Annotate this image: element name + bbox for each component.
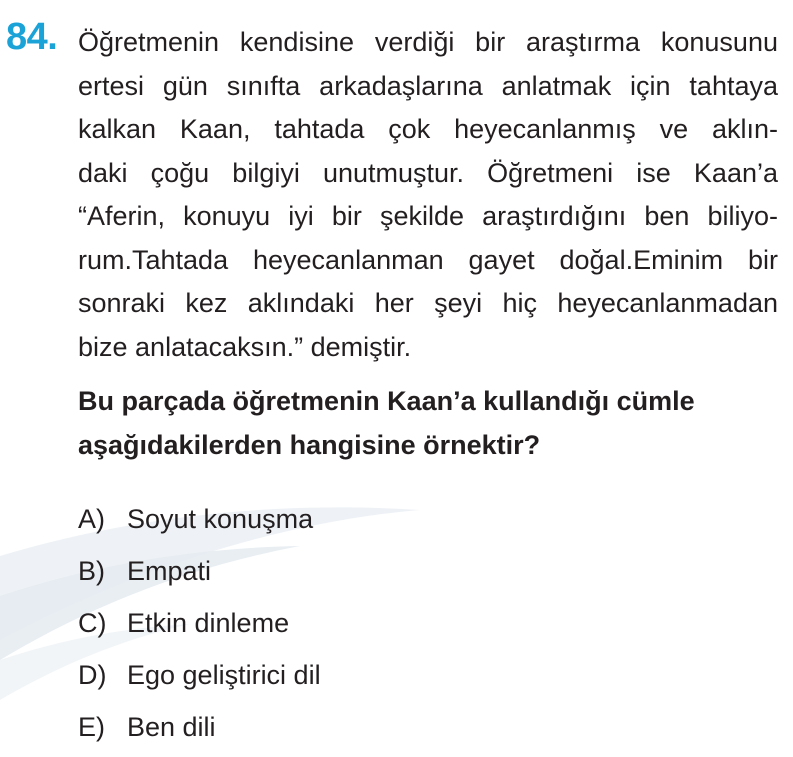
option-letter: E) bbox=[78, 712, 105, 742]
option-letter: A) bbox=[78, 504, 105, 534]
stem-line: rum.Tahtada heyecanlanman gayet doğal.Eminim bir bbox=[78, 244, 778, 275]
prompt-line: Bu parçada öğretmenin Kaan’a kullandığı cümle bbox=[78, 386, 695, 416]
option-letter: D) bbox=[78, 660, 107, 690]
stem-line: bize anlatacaksın.” demiştir. bbox=[78, 331, 412, 362]
stem-line: sonraki kez aklındaki her şeyi hiç heyecanlanmadan bbox=[78, 288, 778, 318]
option-letter: C) bbox=[78, 608, 107, 638]
stem-line: ertesi gün sınıfta arkadaşlarına anlatmak için tahtaya bbox=[78, 70, 778, 101]
question-prompt bbox=[78, 379, 778, 467]
option-letter: B) bbox=[78, 556, 105, 586]
stem-line: kalkan Kaan, tahtada çok heyecanlanmış ve aklın- bbox=[78, 114, 778, 144]
option-text: Ego geliştirici dil bbox=[127, 660, 321, 690]
option-e[interactable] bbox=[78, 705, 321, 757]
answer-options bbox=[78, 497, 321, 757]
option-text: Etkin dinleme bbox=[127, 608, 290, 638]
question-stem bbox=[78, 21, 778, 369]
stem-line: Öğretmenin kendisine verdiği bir araştırma konusunu bbox=[78, 27, 778, 57]
option-d[interactable] bbox=[78, 653, 321, 705]
question-number: 84. bbox=[6, 16, 58, 58]
option-text: Ben dili bbox=[127, 712, 216, 742]
option-c[interactable] bbox=[78, 601, 321, 653]
prompt-line: aşağıdakilerden hangisine örnektir? bbox=[78, 430, 541, 460]
stem-line: daki çoğu bilgiyi unutmuştur. Öğretmeni ise Kaan’a bbox=[78, 157, 778, 188]
option-text: Empati bbox=[127, 556, 212, 586]
option-a[interactable] bbox=[78, 497, 321, 549]
option-text: Soyut konuşma bbox=[127, 504, 314, 534]
option-b[interactable] bbox=[78, 549, 321, 601]
stem-line: “Aferin, konuyu iyi bir şekilde araştırdığını ben biliyo- bbox=[78, 201, 778, 231]
